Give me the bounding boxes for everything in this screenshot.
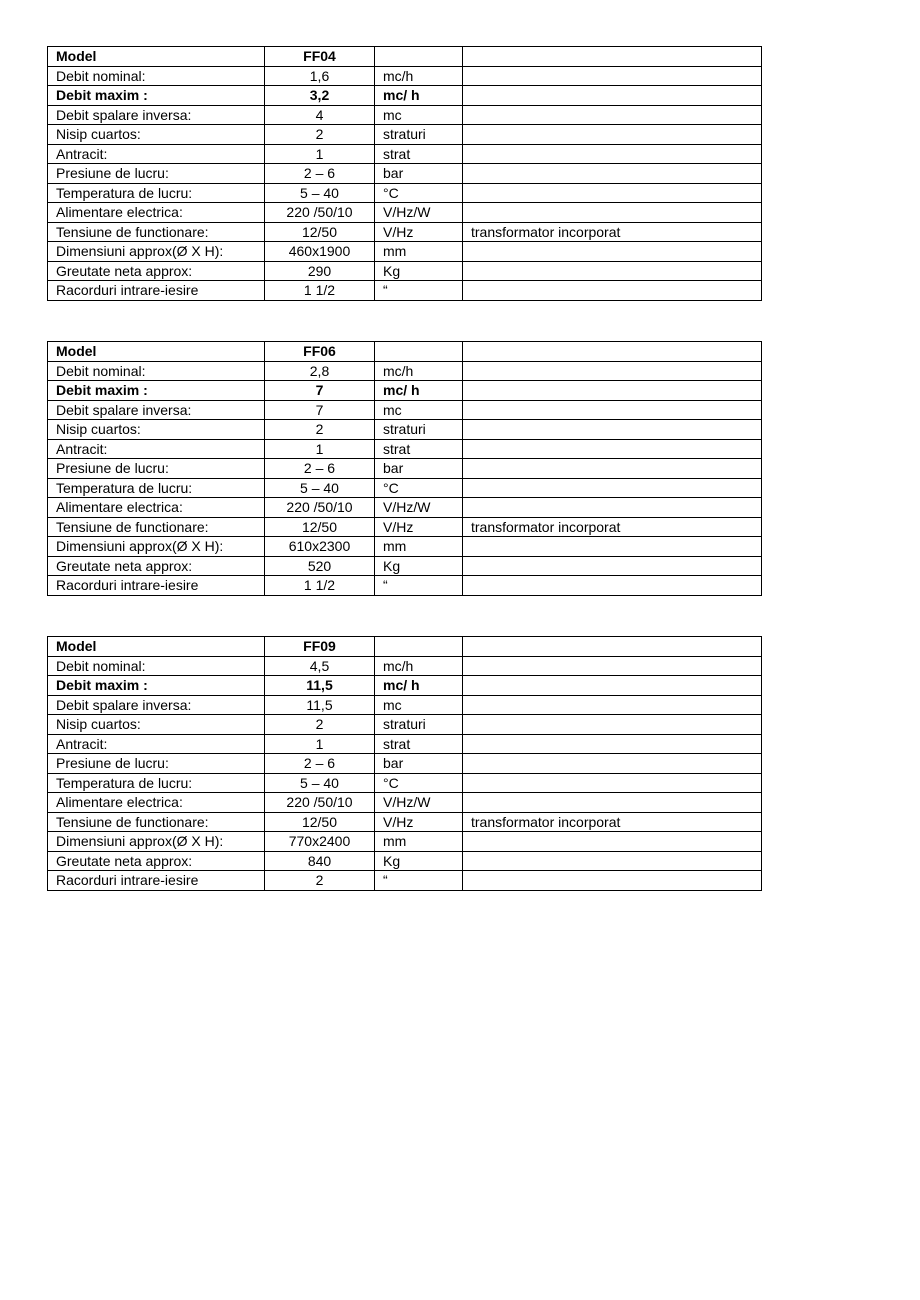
table-row (48, 871, 762, 891)
row-note (463, 261, 762, 281)
row-value: 2 (265, 871, 375, 891)
row-unit: bar (375, 754, 463, 774)
row-label: Tensiune de functionare: (48, 517, 265, 537)
row-label: Tensiune de functionare: (48, 222, 265, 242)
table-row (48, 261, 762, 281)
row-note (463, 793, 762, 813)
row-unit: Kg (375, 851, 463, 871)
row-label: Dimensiuni approx(Ø X H): (48, 832, 265, 852)
row-unit: straturi (375, 125, 463, 145)
row-value: 290 (265, 261, 375, 281)
row-label: Debit nominal: (48, 361, 265, 381)
table-row (48, 851, 762, 871)
table-row (48, 832, 762, 852)
row-unit: Kg (375, 556, 463, 576)
row-note: transformator incorporat (463, 812, 762, 832)
row-value: 1 (265, 734, 375, 754)
row-note (463, 576, 762, 596)
table-row (48, 125, 762, 145)
row-unit: mc/ h (375, 381, 463, 401)
table-row (48, 478, 762, 498)
table-row (48, 773, 762, 793)
row-unit: mc/ h (375, 676, 463, 696)
row-label: Nisip cuartos: (48, 420, 265, 440)
row-unit: mc/ h (375, 86, 463, 106)
row-value: 520 (265, 556, 375, 576)
row-label: Temperatura de lucru: (48, 478, 265, 498)
row-unit: V/Hz/W (375, 203, 463, 223)
row-value: 12/50 (265, 517, 375, 537)
row-note: transformator incorporat (463, 222, 762, 242)
row-value: 11,5 (265, 676, 375, 696)
row-value: 5 – 40 (265, 773, 375, 793)
row-value: 12/50 (265, 222, 375, 242)
row-note (463, 183, 762, 203)
spec-table-ff09 (47, 636, 762, 891)
row-value: 2,8 (265, 361, 375, 381)
table-row (48, 793, 762, 813)
row-value: 4,5 (265, 656, 375, 676)
row-value: 1,6 (265, 66, 375, 86)
row-value: 7 (265, 381, 375, 401)
table-row (48, 381, 762, 401)
table-row (48, 183, 762, 203)
row-label: Alimentare electrica: (48, 498, 265, 518)
table-row (48, 754, 762, 774)
table-row (48, 86, 762, 106)
row-value: 4 (265, 105, 375, 125)
row-value: 2 – 6 (265, 164, 375, 184)
table-row (48, 498, 762, 518)
table-row (48, 420, 762, 440)
table-row (48, 459, 762, 479)
row-unit: °C (375, 183, 463, 203)
row-label: Debit spalare inversa: (48, 695, 265, 715)
row-value: 1 (265, 144, 375, 164)
table-row (48, 695, 762, 715)
row-value: FF09 (265, 637, 375, 657)
row-label: Model (48, 637, 265, 657)
row-label: Presiune de lucru: (48, 164, 265, 184)
row-note (463, 459, 762, 479)
spec-table-ff06 (47, 341, 762, 596)
row-unit: V/Hz (375, 812, 463, 832)
table-row (48, 222, 762, 242)
table-header-row (48, 47, 762, 67)
row-unit: mc/h (375, 66, 463, 86)
table-row (48, 556, 762, 576)
row-note (463, 420, 762, 440)
table-row (48, 361, 762, 381)
row-unit: mc/h (375, 361, 463, 381)
row-note (463, 381, 762, 401)
row-note (463, 851, 762, 871)
row-note (463, 86, 762, 106)
row-note (463, 342, 762, 362)
row-label: Antracit: (48, 439, 265, 459)
table-row (48, 812, 762, 832)
row-note (463, 361, 762, 381)
row-unit: mc (375, 695, 463, 715)
row-note (463, 47, 762, 67)
table-row (48, 66, 762, 86)
row-note (463, 637, 762, 657)
row-unit: °C (375, 773, 463, 793)
row-value: FF06 (265, 342, 375, 362)
row-label: Greutate neta approx: (48, 261, 265, 281)
row-value: 12/50 (265, 812, 375, 832)
row-note (463, 281, 762, 301)
row-value: 220 /50/10 (265, 498, 375, 518)
row-value: 5 – 40 (265, 183, 375, 203)
row-note (463, 66, 762, 86)
row-label: Debit nominal: (48, 656, 265, 676)
row-unit: mm (375, 832, 463, 852)
table-row (48, 105, 762, 125)
row-note (463, 242, 762, 262)
row-unit (375, 637, 463, 657)
row-note (463, 537, 762, 557)
row-value: 220 /50/10 (265, 793, 375, 813)
row-unit: straturi (375, 420, 463, 440)
row-label: Dimensiuni approx(Ø X H): (48, 242, 265, 262)
table-header-row (48, 637, 762, 657)
row-note (463, 871, 762, 891)
row-unit: bar (375, 459, 463, 479)
row-label: Greutate neta approx: (48, 556, 265, 576)
row-note (463, 203, 762, 223)
row-unit: “ (375, 576, 463, 596)
row-label: Nisip cuartos: (48, 125, 265, 145)
row-value: 840 (265, 851, 375, 871)
row-note (463, 144, 762, 164)
row-label: Presiune de lucru: (48, 754, 265, 774)
row-note (463, 773, 762, 793)
table-row (48, 576, 762, 596)
row-value: FF04 (265, 47, 375, 67)
row-label: Alimentare electrica: (48, 203, 265, 223)
row-unit: V/Hz (375, 222, 463, 242)
row-label: Alimentare electrica: (48, 793, 265, 813)
row-unit: strat (375, 734, 463, 754)
row-label: Debit maxim : (48, 381, 265, 401)
row-unit: strat (375, 439, 463, 459)
row-note (463, 400, 762, 420)
table-row (48, 715, 762, 735)
row-value: 2 – 6 (265, 459, 375, 479)
row-unit: V/Hz (375, 517, 463, 537)
row-label: Debit maxim : (48, 676, 265, 696)
row-unit: V/Hz/W (375, 793, 463, 813)
row-note (463, 478, 762, 498)
table-row (48, 517, 762, 537)
row-unit: mm (375, 537, 463, 557)
table-row (48, 242, 762, 262)
row-unit: “ (375, 871, 463, 891)
row-unit: bar (375, 164, 463, 184)
row-note (463, 734, 762, 754)
row-label: Temperatura de lucru: (48, 773, 265, 793)
row-label: Model (48, 342, 265, 362)
row-note (463, 125, 762, 145)
row-value: 460x1900 (265, 242, 375, 262)
row-unit: V/Hz/W (375, 498, 463, 518)
row-note (463, 105, 762, 125)
row-note: transformator incorporat (463, 517, 762, 537)
row-unit (375, 47, 463, 67)
row-value: 2 (265, 420, 375, 440)
table-row (48, 734, 762, 754)
row-label: Debit spalare inversa: (48, 400, 265, 420)
table-row (48, 144, 762, 164)
table-row (48, 203, 762, 223)
row-label: Antracit: (48, 144, 265, 164)
row-value: 2 (265, 125, 375, 145)
row-note (463, 556, 762, 576)
row-note (463, 832, 762, 852)
row-label: Racorduri intrare-iesire (48, 871, 265, 891)
table-row (48, 537, 762, 557)
row-label: Model (48, 47, 265, 67)
row-note (463, 498, 762, 518)
row-unit: mc (375, 105, 463, 125)
row-label: Nisip cuartos: (48, 715, 265, 735)
table-row (48, 400, 762, 420)
row-unit: mm (375, 242, 463, 262)
row-label: Greutate neta approx: (48, 851, 265, 871)
row-note (463, 439, 762, 459)
row-value: 7 (265, 400, 375, 420)
row-label: Temperatura de lucru: (48, 183, 265, 203)
table-header-row (48, 342, 762, 362)
table-row (48, 676, 762, 696)
row-label: Debit spalare inversa: (48, 105, 265, 125)
row-value: 5 – 40 (265, 478, 375, 498)
table-row (48, 656, 762, 676)
row-unit: Kg (375, 261, 463, 281)
row-unit: “ (375, 281, 463, 301)
row-label: Dimensiuni approx(Ø X H): (48, 537, 265, 557)
row-value: 610x2300 (265, 537, 375, 557)
row-label: Debit maxim : (48, 86, 265, 106)
row-unit: strat (375, 144, 463, 164)
row-label: Tensiune de functionare: (48, 812, 265, 832)
row-note (463, 676, 762, 696)
row-note (463, 656, 762, 676)
row-note (463, 754, 762, 774)
row-label: Presiune de lucru: (48, 459, 265, 479)
row-label: Racorduri intrare-iesire (48, 281, 265, 301)
row-label: Antracit: (48, 734, 265, 754)
row-value: 1 1/2 (265, 576, 375, 596)
row-note (463, 164, 762, 184)
row-label: Racorduri intrare-iesire (48, 576, 265, 596)
row-note (463, 695, 762, 715)
row-value: 2 – 6 (265, 754, 375, 774)
table-row (48, 164, 762, 184)
row-value: 220 /50/10 (265, 203, 375, 223)
row-note (463, 715, 762, 735)
row-value: 11,5 (265, 695, 375, 715)
row-value: 1 1/2 (265, 281, 375, 301)
table-row (48, 439, 762, 459)
row-label: Debit nominal: (48, 66, 265, 86)
spec-table-ff04 (47, 46, 762, 301)
row-unit: mc/h (375, 656, 463, 676)
row-unit (375, 342, 463, 362)
row-value: 1 (265, 439, 375, 459)
row-value: 2 (265, 715, 375, 735)
row-value: 770x2400 (265, 832, 375, 852)
row-unit: °C (375, 478, 463, 498)
row-value: 3,2 (265, 86, 375, 106)
table-row (48, 281, 762, 301)
row-unit: straturi (375, 715, 463, 735)
row-unit: mc (375, 400, 463, 420)
